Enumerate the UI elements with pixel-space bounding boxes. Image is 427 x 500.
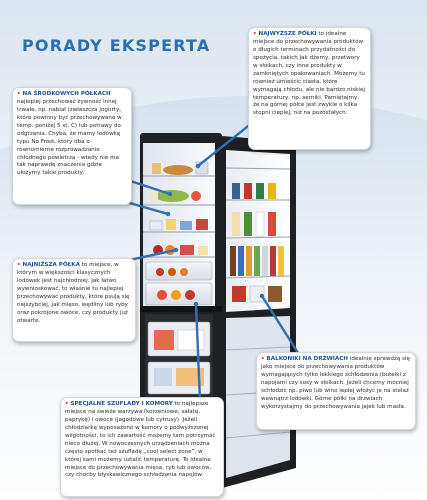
bullet-icon: • [17,91,23,97]
page-title: PORADY EKSPERTA [22,36,211,55]
tip-box-top-shelf [248,27,371,150]
tip-heading: NAJNIŻSZA PÓŁKA [22,262,80,268]
bullet-icon: • [65,401,71,407]
tip-body: to idealne miejsce do przechowywania produktów o długich terminach przydatności do spożycia, takich jak dżemy, przetwory w słoikach, czy inne produkty w zamkniętych opakowaniach. Możemy tu również umieścić ciasta, które wymagają chłodu, ale nie bardzo niskiej temperatury, np. serniki. Pamiętajmy, że na górnej półce jest zwykle o kilka stopni cieplej, niż na pozostałych. [253,31,365,117]
interior-drawers [146,262,212,305]
tip-heading: BALKONIKI NA DRZWIACH [266,356,348,362]
tip-body: to miejsce, w którym w większości klasycznych lodówek jest najchłodniej. Jak łatwo wywnioskować, to właśnie tu najlepiej przechowywać produkty, które psują się najszybciej, jak mięso, wędliny lub ryby oraz pokrojone owoce, czy produkty już otwarte. [17,262,130,324]
tip-box-middle-shelves [12,87,132,205]
tip-heading: SPECJALNE SZUFLADY I KOMORY [70,401,173,407]
tip-box-lowest-shelf [12,258,136,342]
tip-box-door-shelves [256,352,416,430]
tip-body: to najlepsze miejsce na świeże warzywa (korzeniowe, sałatę, paprykę) i owoce (jagodowe lub cytrusy). Jeżeli chłodziarkę wyposażono w komory o podwyższonej wilgotności, to ich zawartość możemy tam potrzymać nieco dłużej. W nowoczesnych urządzeniach można często spotkać też szufladę „cool select zone”, w której sami możemy ustalić temperaturę. To idealne miejsce do przechowywania mięsa, ryb lub owoców, czy chocby błyskawicznego schładzania napojów. [65,401,216,479]
bullet-icon: • [17,262,23,268]
tip-heading: NA ŚRODKOWYCH PÓŁKACH [22,91,111,97]
open-door [222,136,296,488]
tip-body: najlepiej przechować żywność innej trwałe, np. nabiał (zwłaszcza jogurty, które powinny być przechowywane w temp. poniżej 5 st. C) lub potrawy do odgrzania. Chyba, że mamy lodówkę typu No Frost, który dba o równomierne rozprowadzanie chłodnego powietrza - wtedy nie ma tak naprawdę znaczenia gdzie ułożymy takie produkty. [17,98,122,177]
bullet-icon: • [261,356,267,362]
tip-box-drawers [60,397,224,497]
tip-heading: NAJWYŻSZE PÓŁKI [258,31,317,37]
bullet-icon: • [253,31,259,37]
tip-body: idealnie sprawdzą się jako miejsce do przechowywania produktów wymagających tylko lekkiego schłodzenia (butelki z napojami czy sosy w słoikach. Jeżeli chcemy mocniej schłodzić np. piwo lub wino lepiej włożyć je na stelaż wewnątrz lodówki. Górne półki na drzwiach wykorzystajmy do przechowywania jajek lub masła. [261,356,410,410]
